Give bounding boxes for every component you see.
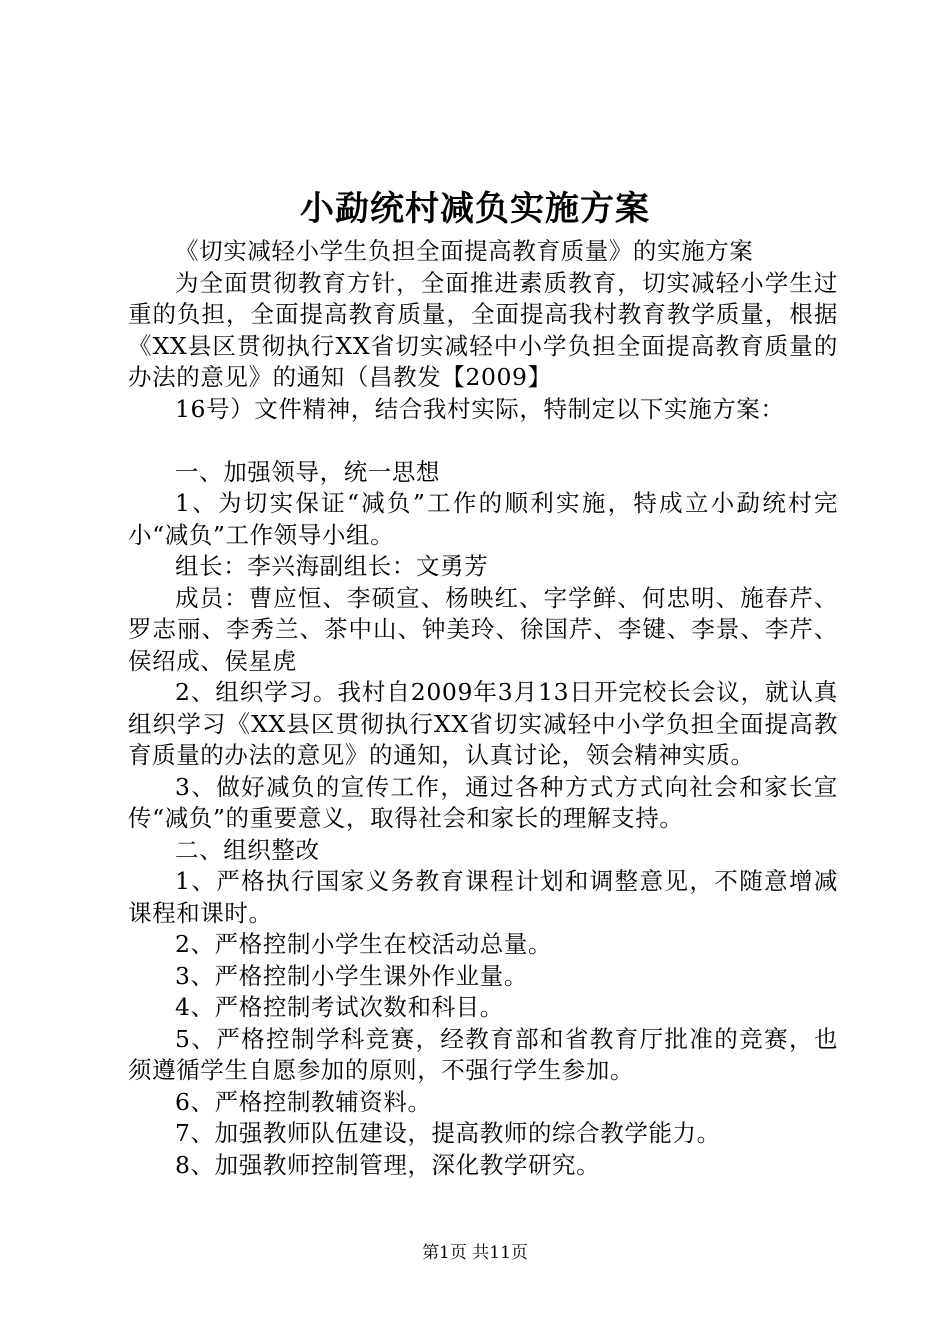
- document-body: [128, 236, 838, 1181]
- section-heading-2: 二、组织整改: [175, 835, 320, 864]
- document-title: 小勐统村减负实施方案: [300, 189, 650, 229]
- paragraph-item: 3、严格控制小学生课外作业量。: [175, 961, 528, 990]
- paragraph-item: 2、严格控制小学生在校活动总量。: [175, 930, 553, 958]
- paragraph-item: 8、加强教师控制管理，深化教学研究。: [175, 1150, 601, 1179]
- paragraph-item: 6、严格控制教辅资料。: [175, 1087, 432, 1116]
- paragraph-item: 3、做好减负的宣传工作，通过各种方式方式向社会和家长宣传“减负”的重要意义，取得社会和家长的理解支持。: [128, 772, 838, 832]
- page-number-footer: 第1页 共11页: [422, 1243, 528, 1263]
- paragraph-item: 2、组织学习。我村自2009年3月13日开完校长会议，就认真组织学习《XX县区贯彻执行XX省切实减轻中小学负担全面提高教育质量的办法的意见》的通知，认真讨论，领会精神实质。: [128, 678, 838, 769]
- paragraph-members: 成员：曹应恒、李硕宣、杨映红、字学鲜、何忠明、施春芹、罗志丽、李秀兰、茶中山、钟美玲、徐国芹、李键、李景、李芹、侯绍成、侯星虎: [128, 583, 838, 675]
- paragraph-leaders: 组长：李兴海副组长：文勇芳: [175, 552, 489, 580]
- paragraph-item: 7、加强教师队伍建设，提高教师的综合教学能力。: [175, 1119, 721, 1147]
- paragraph-intro-cont: 16号）文件精神，结合我村实际，特制定以下实施方案：: [175, 394, 785, 423]
- paragraph-item: 5、严格控制学科竞赛，经教育部和省教育厅批准的竞赛，也须遵循学生自愿参加的原则，不强行学生参加。: [128, 1024, 838, 1084]
- blank-line: [128, 425, 838, 457]
- paragraph-item: 1、严格执行国家义务教育课程计划和调整意见，不随意增减课程和课时。: [128, 867, 838, 927]
- paragraph-item: 1、为切实保证“减负”工作的顺利实施，特成立小勐统村完小“减负”工作领导小组。: [128, 489, 838, 549]
- paragraph-subtitle: 《切实减轻小学生负担全面提高教育质量》的实施方案: [175, 237, 754, 265]
- section-heading-1: 一、加强领导，统一思想: [175, 457, 441, 486]
- paragraph-item: 4、严格控制考试次数和科目。: [175, 993, 504, 1021]
- paragraph-intro: 为全面贯彻教育方针，全面推进素质教育，切实减轻小学生过重的负担，全面提高教育质量，全面提高我村教育教学质量，根据《XX县区贯彻执行XX省切实减轻中小学负担全面提高教育质量的办法的意见》的通知（昌教发【2009】: [128, 268, 838, 391]
